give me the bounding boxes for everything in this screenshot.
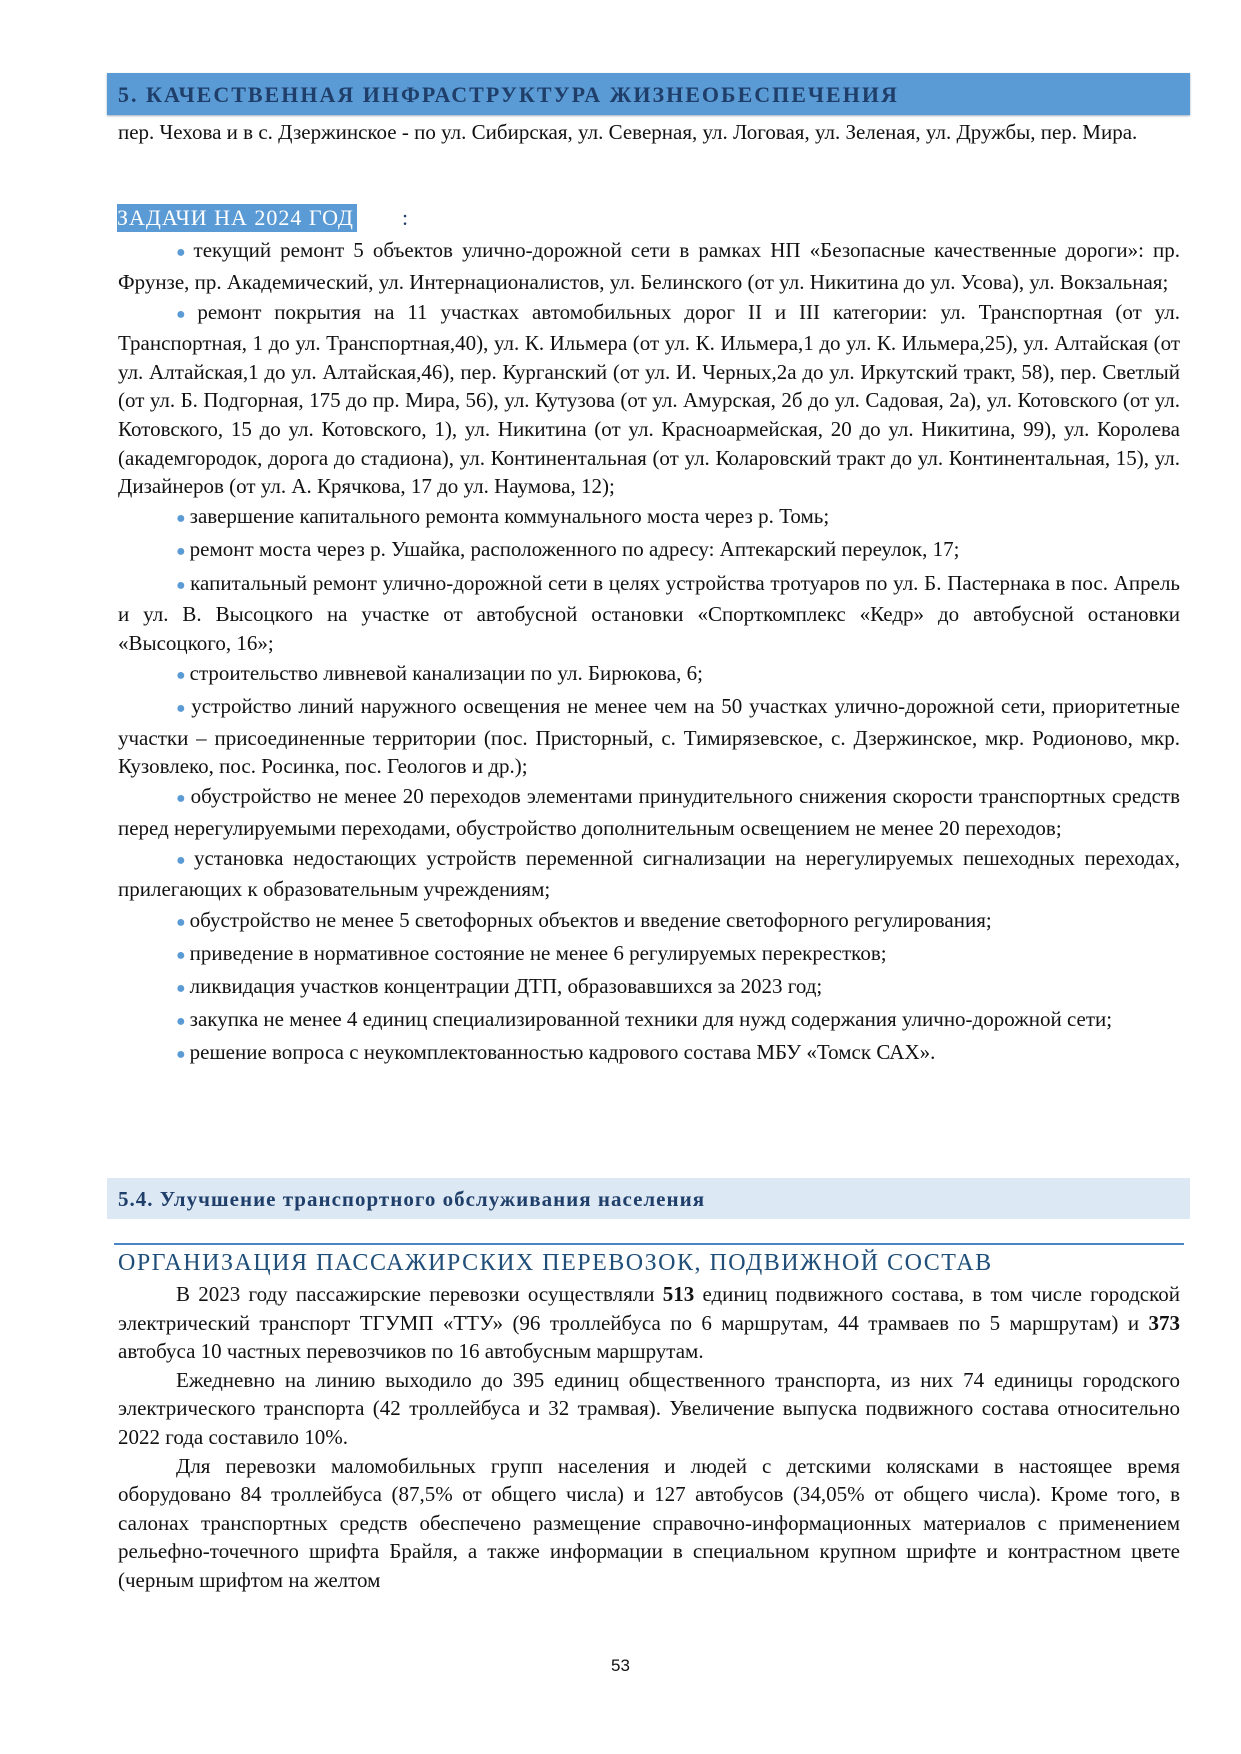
bullet-icon: ● <box>176 946 186 964</box>
task-item <box>118 298 1180 501</box>
task-text: установка недостающих устройств переменной сигнализации на нерегулируемых пешеходных переходах, прилегающих к образовательным учреждениям; <box>118 845 1180 902</box>
bullet-icon: ● <box>176 510 186 528</box>
bullet-icon: ● <box>176 305 194 323</box>
task-item <box>118 535 1180 567</box>
subsection-header-bar <box>107 1178 1190 1219</box>
page-number: 53 <box>611 1656 630 1675</box>
bullet-icon: ● <box>176 244 190 261</box>
paragraph-daily: Ежедневно на линию выходило до 395 единиц общественного транспорта, из них 74 единицы городского электрического транспорта (42 троллейбуса и 32 трамвая). Увеличение выпуска подвижного состава относительно 2022 года составило 10%. <box>118 1367 1180 1449</box>
task-text: капитальный ремонт улично-дорожной сети в целях устройства тротуаров по ул. Б. Пастернака в пос. Апрель и ул. В. Высоцкого на участке от автобусной остановки «Спорткомплекс «Кедр» до автобусной остановки «Высоцкого, 16»; <box>118 570 1181 655</box>
task-text: ликвидация участков концентрации ДТП, образовавшихся за 2023 год; <box>189 973 823 998</box>
bullet-icon: ● <box>176 543 186 561</box>
section-header-bar <box>107 73 1190 115</box>
bullet-icon: ● <box>176 913 186 931</box>
task-text: устройство линий наружного освещения не менее чем на 50 участках улично-дорожной сети, приоритетные участки – присоединенные территории (пос. Присторный, с. Тимирязевское, с. Дзержинское, мкр. Родионово, мкр. Кузовлеко, пос. Росинка, пос. Геологов и др.); <box>118 693 1180 779</box>
tasks-list <box>118 236 1180 1071</box>
bullet-icon: ● <box>176 699 188 717</box>
tasks-heading: ЗАДАЧИ НА 2024 ГОД <box>117 204 357 232</box>
task-item <box>118 906 1180 938</box>
task-text: решение вопроса с неукомплектованностью кадрового состава МБУ «Томск САХ». <box>189 1039 936 1064</box>
task-item <box>118 502 1180 534</box>
intro-block <box>118 118 1180 147</box>
task-item <box>118 659 1180 691</box>
tasks-colon: : <box>402 205 409 230</box>
bullet-icon: ● <box>176 790 187 808</box>
task-text: завершение капитального ремонта коммунального моста через р. Томь; <box>189 504 830 529</box>
subsection-header: 5.4. Улучшение транспортного обслуживания населения <box>118 1187 706 1211</box>
text: В 2023 году пассажирские перевозки осуществляли <box>176 1282 663 1306</box>
task-item <box>118 1038 1180 1070</box>
bold-number: 373 <box>1148 1310 1180 1335</box>
bullet-icon: ● <box>176 576 187 594</box>
text: автобуса 10 частных перевозчиков по 16 автобусным маршрутам. <box>118 1339 704 1364</box>
task-text: закупка не менее 4 единиц специализированной техники для нужд содержания улично-дорожной сети; <box>189 1006 1113 1031</box>
bullet-icon: ● <box>176 1045 186 1063</box>
paragraph-accessibility: Для перевозки маломобильных групп населения и людей с детскими колясками в настоящее время оборудовано 84 троллейбуса (87,5% от общего числа) и 127 автобусов (34,05% от общего числа). Кроме того, в салонах транспортных средств обеспечено размещение справочно-информационных материалов с применением рельефно-точечного шрифта Брайля, а также информации в специальном крупном шрифте и контрастном цвете (черным шрифтом на желтом <box>118 1453 1180 1592</box>
task-text: обустройство не менее 5 светофорных объектов и введение светофорного регулирования; <box>189 907 992 932</box>
section-header: 5. КАЧЕСТВЕННАЯ ИНФРАСТРУКТУРА ЖИЗНЕОБЕСПЕЧЕНИЯ <box>118 82 899 107</box>
task-text: обустройство не менее 20 переходов элементами принудительного снижения скорости транспортных средств перед нерегулируемыми переходами, обустройство дополнительным освещением не менее 20 переходов; <box>118 784 1180 840</box>
paragraph-rolling-stock <box>118 1280 1180 1366</box>
task-item <box>118 972 1180 1004</box>
task-item <box>118 1005 1180 1037</box>
subheading: ОРГАНИЗАЦИЯ ПАССАЖИРСКИХ ПЕРЕВОЗОК, ПОДВИЖНОЙ СОСТАВ <box>118 1250 993 1276</box>
body-text <box>118 1280 1180 1595</box>
task-text: строительство ливневой канализации по ул. Бирюкова, 6; <box>189 660 703 685</box>
task-item <box>118 569 1180 658</box>
task-item <box>118 782 1180 842</box>
heading-rule <box>114 1243 1184 1245</box>
bold-number: 513 <box>662 1282 695 1306</box>
task-text: текущий ремонт 5 объектов улично-дорожной сети в рамках НП «Безопасные качественные дороги»: пр. Фрунзе, пр. Академический, ул. Интернационалистов, ул. Белинского (от ул. Никитина до ул. Усова), ул. Вокзальная; <box>118 238 1180 294</box>
bullet-icon: ● <box>176 666 186 684</box>
bullet-icon: ● <box>176 851 191 869</box>
task-item <box>118 939 1180 971</box>
task-text: ремонт покрытия на 11 участках автомобильных дорог II и III категории: ул. Транспортная (от ул. Транспортная, 1 до ул. Транспортная,40), ул. К. Ильмера (от ул. К. Ильмера,1 до ул. К. Ильмера,25), ул. Алтайская (от ул. Алтайская,1 до ул. Алтайская,46), пер. Курганский (от ул. И. Черных,2а до ул. Иркутский тракт, 58), пер. Светлый (от ул. Б. Подгорная, 175 до пр. Мира, 56), ул. Кутузова (от ул. Амурская, 2б до ул. Садовая, 2а), ул. Котовского (от ул. Котовского, 15 до ул. Котовского, 1), ул. Никитина (от ул. Красноармейская, 20 до ул. Никитина, 99), ул. Королева (академгородок, дорога до стадиона), ул. Континентальная (от ул. Коларовский тракт до ул. Континентальная, 15), ул. Дизайнеров (от ул. А. Крячкова, 17 до ул. Наумова, 12); <box>118 299 1180 499</box>
task-text: ремонт моста через р. Ушайка, расположенного по адресу: Аптекарский переулок, 17; <box>189 537 960 562</box>
bullet-icon: ● <box>176 979 186 997</box>
task-text: приведение в нормативное состояние не менее 6 регулируемых перекрестков; <box>189 940 887 965</box>
intro-paragraph: пер. Чехова и в с. Дзержинское - по ул. Сибирская, ул. Северная, ул. Логовая, ул. Зеленая, ул. Дружбы, пер. Мира. <box>118 120 1138 144</box>
task-item <box>118 692 1180 781</box>
task-item <box>118 236 1180 296</box>
task-item <box>118 844 1180 904</box>
text: единиц подвижного состава, в том числе городской электрический транспорт ТГУМП «ТТУ» (96 троллейбуса по 6 маршрутам, 44 трамваев по 5 маршрутам) и <box>118 1282 1180 1335</box>
bullet-icon: ● <box>176 1012 186 1030</box>
